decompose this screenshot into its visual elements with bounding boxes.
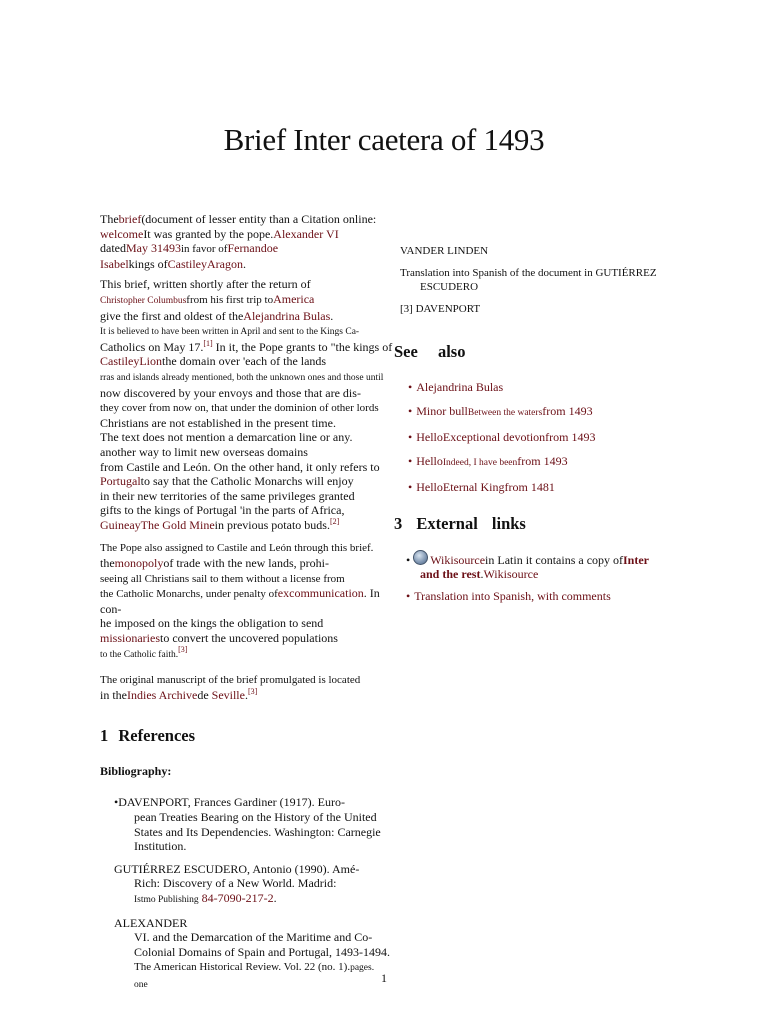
wikisource-link-2[interactable]: Wikisource <box>483 567 539 581</box>
see-also-item[interactable]: • Minor bullBetween the watersfrom 1493 <box>408 404 593 418</box>
note-3: [3] DAVENPORT <box>400 303 481 315</box>
intro-paragraph-3: The Pope also assigned to Castile and León through this brief. themonopolyof trade with the new lands, prohi- seeing all Christians sail to them without a license from the Catholic Monarchs, under penalty ofexcommunication. In con- he imposed on the kings the obligation to send missionariesto convert the uncovered populations to the Catholic faith.[3] <box>100 542 380 660</box>
bib-entry-alexander: ALEXANDER VI. and the Demarcation of the Maritime and Co- Colonial Domains of Spain and Portugal, 1493-1494. The American Historical Review. Vol. 22 (no. 1).pages. one <box>114 915 390 990</box>
external-links-list <box>400 550 690 603</box>
bibliography-label: Bibliography: <box>100 764 172 779</box>
wikisource-icon <box>413 550 428 565</box>
portugal-link[interactable]: Portugal <box>100 474 141 489</box>
fernando-link[interactable]: Fernandoe <box>227 241 279 256</box>
bib-entry-gutierrez: GUTIÉRREZ ESCUDERO, Antonio (1990). Amé- Rich: Discovery of a New World. Madrid: Istmo Publishing 84-7090-217-2. <box>114 861 360 905</box>
alexander-vi-link[interactable]: Alexander VI <box>273 226 339 241</box>
bib-entry-davenport: •DAVENPORT, Frances Gardiner (1917). Euro- pean Treaties Bearing on the History of the United States and Its Dependencies. Washington: Carnegie Institution. <box>114 795 381 854</box>
see-also-item[interactable]: • HelloExceptional devotionfrom 1493 <box>408 430 596 444</box>
left-column <box>100 212 394 999</box>
notes-list <box>400 244 690 316</box>
see-also-item[interactable]: • Alejandrina Bulas <box>408 380 504 394</box>
references-heading: 1 References <box>100 726 196 746</box>
wikisource-link[interactable]: Wikisource <box>430 553 486 567</box>
right-column <box>394 244 690 611</box>
and-the-rest-link[interactable]: and the rest <box>420 567 481 581</box>
intro-paragraph-2: This brief, written shortly after the return of Christopher Columbusfrom his first trip toAmerica give the first and oldest of theAlejandrina Bulas. It is believed to have been written in April and sent to the Kings Ca- Catholics on May 17.[1] In it, the Pope grants to "the kings of CastileyLionthe domain over 'each of the lands rras and islands already mentioned, both the unknown ones and those until now discovered by your envoys and those that are dis- they cover from now on, that under the dominion of other lords Christians are not established in the present time. The text does not mention a demarcation line or any. another way to limit new overseas domains from Castile and León. On the other hand, it only refers to Portugalto say that the Catholic Monarchs will enjoy in their new territories of the same privileges granted gifts to the kings of Portugal 'in the parts of Africa, GuineayThe Gold Minein previous potato buds.[2] <box>100 277 393 532</box>
note-1: VANDER LINDEN <box>400 245 489 257</box>
inter-link[interactable]: Inter <box>623 553 650 567</box>
external-link-wikisource: • Wikisourcein Latin it contains a copy ofInter and the rest.Wikisource <box>406 550 690 581</box>
note-2: Translation into Spanish of the document in GUTIÉRREZ ESCUDERO <box>400 267 657 293</box>
guinea-gold-mine-link[interactable]: GuineayThe Gold Mine <box>100 517 215 532</box>
cite-3b[interactable]: [3] <box>247 686 258 696</box>
columbus-link[interactable]: Christopher Columbus <box>100 295 187 306</box>
intro-paragraph-1: Thebrief(document of lesser entity than a Citation online: welcomeIt was granted by the pope.Alexander VI datedMay 31493in favor ofFernandoe Isabelkings ofCastileyAragon. <box>100 212 377 271</box>
isabel-link[interactable]: Isabel <box>100 256 129 271</box>
translation-link[interactable]: Translation into Spanish, with comments <box>414 589 611 603</box>
cite-3a[interactable]: [3] <box>178 644 188 654</box>
date-link[interactable]: May 31493 <box>126 241 181 256</box>
see-also-item[interactable]: • HelloIndeed, I have beenfrom 1493 <box>408 454 568 468</box>
excommunication-link[interactable]: excommunication <box>277 586 364 601</box>
see-also-heading: See also <box>394 342 466 361</box>
isbn-link[interactable]: 84-7090-217-2 <box>201 890 274 905</box>
cite-1[interactable]: [1] <box>203 338 213 348</box>
see-also-item[interactable]: • HelloEternal Kingfrom 1481 <box>408 480 555 494</box>
missionaries-link[interactable]: missionaries <box>100 631 160 646</box>
indies-archive-link[interactable]: Indies Archive <box>127 687 198 702</box>
external-link-translation: • Translation into Spanish, with comments <box>406 589 611 603</box>
document-title: Brief Inter caetera of 1493 <box>223 122 545 157</box>
america-link[interactable]: America <box>273 291 315 306</box>
welcome-link[interactable]: welcome <box>100 226 144 241</box>
intro-paragraph-4: The original manuscript of the brief promulgated is located in theIndies Archivede Seville.[3] <box>100 674 361 702</box>
page-number: 1 <box>381 971 387 985</box>
see-also-list <box>400 380 690 494</box>
alejandrina-bulas-link[interactable]: Alejandrina Bulas <box>243 308 331 323</box>
bibliography-list <box>100 795 394 992</box>
seville-link[interactable]: Seville <box>211 687 245 702</box>
cite-2[interactable]: [2] <box>329 516 340 526</box>
external-links-heading: 3 External links <box>394 514 526 533</box>
brief-link[interactable]: brief <box>118 212 142 226</box>
castile-aragon-link[interactable]: CastileyAragon <box>167 256 243 271</box>
monopoly-link[interactable]: monopoly <box>114 556 164 571</box>
castile-lion-link[interactable]: CastileyLion <box>100 354 162 369</box>
